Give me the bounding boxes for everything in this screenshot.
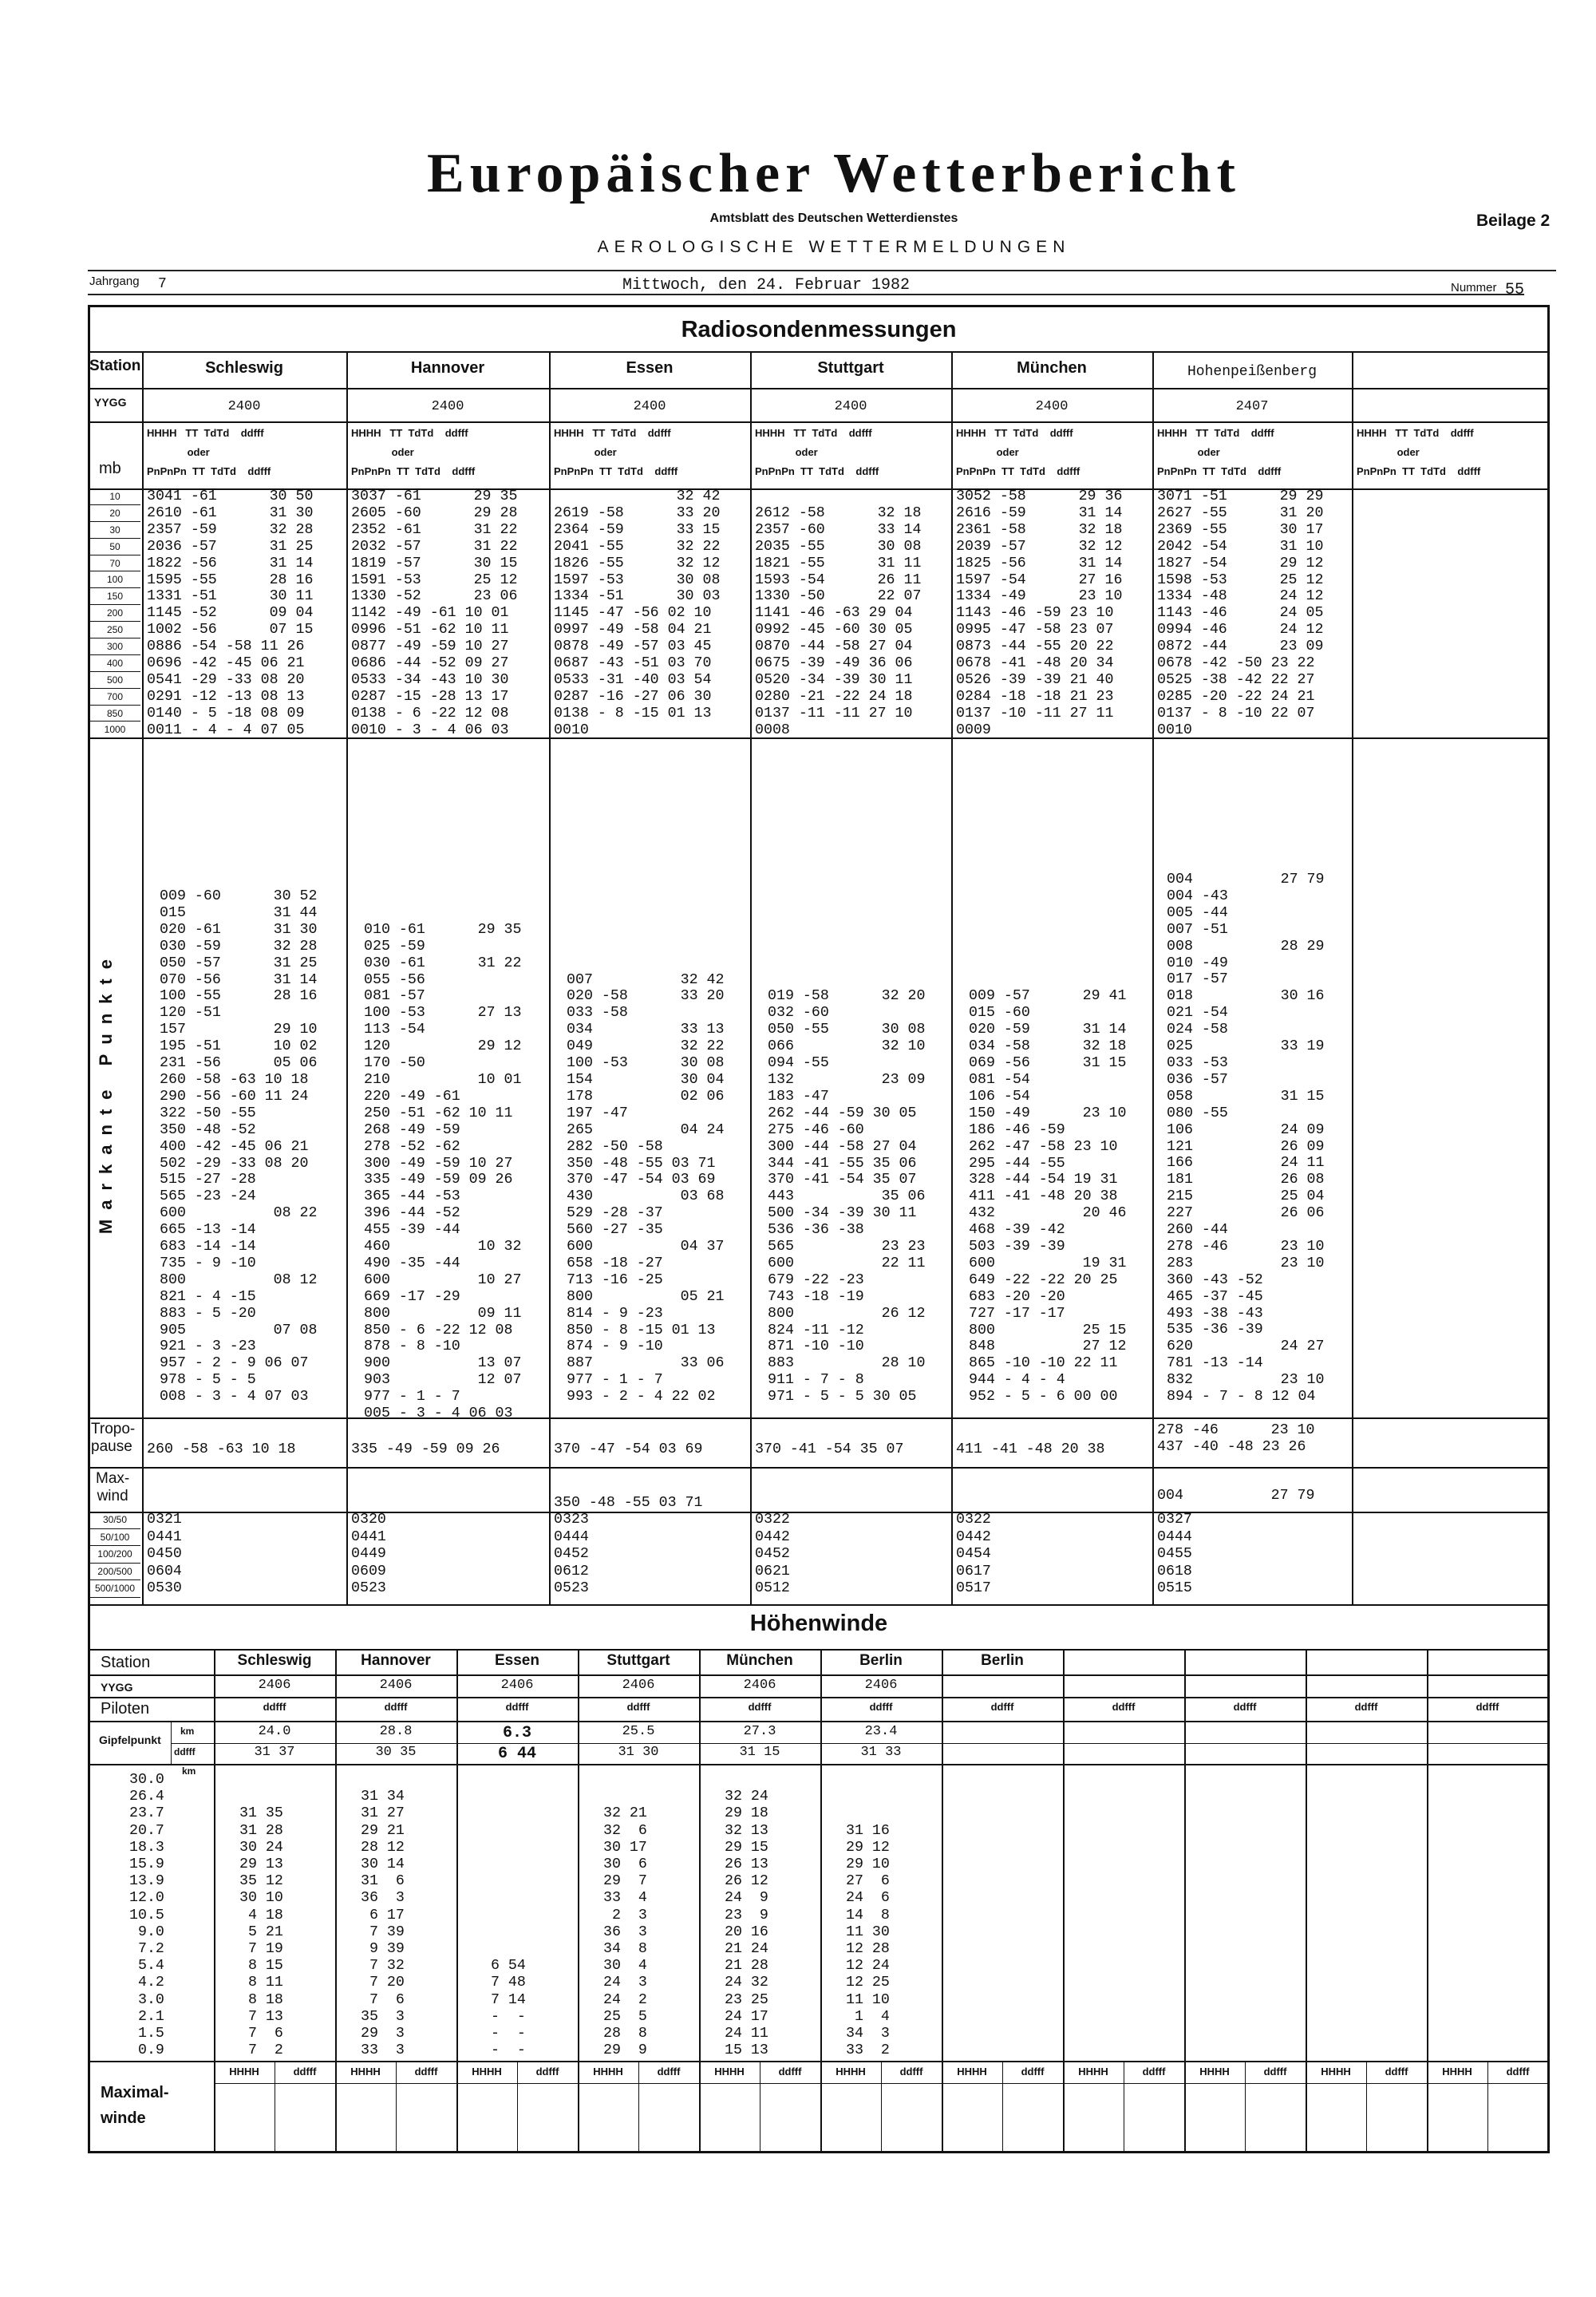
radiosonde-title: Radiosondenmessungen	[681, 317, 957, 342]
station-name: Essen	[626, 359, 674, 377]
rule	[88, 1649, 1550, 1651]
station-name: Hannover	[410, 359, 485, 377]
shear-data: 0320 0441 0449 0609 0523	[351, 1512, 386, 1596]
pressure-level: 700	[89, 689, 140, 706]
hw-maxwinds-col-header: ddfff	[293, 2066, 317, 2078]
rule	[88, 2061, 1550, 2062]
hw-summit-wind: 31 33	[860, 1745, 902, 1760]
hw-maxwinds-col-header: HHHH	[1078, 2066, 1108, 2078]
rule	[1152, 351, 1154, 1604]
hw-winds-data: 32 24 29 18 32 13 29 15 26 13 26 12 24 9 23 9 20 16 21 24 21 28 24 32 23 25 24 17 24 11 15 13	[725, 1789, 768, 2059]
pressure-level: 50	[89, 539, 140, 555]
shear-layer: 500/1000	[89, 1580, 140, 1598]
shear-layer: 50/100	[89, 1529, 140, 1547]
column-header: PnPnPn TT TdTd ddfff	[351, 465, 476, 477]
column-header: PnPnPn TT TdTd ddfff	[755, 465, 879, 477]
hw-station-name: Berlin	[981, 1652, 1024, 1669]
shear-data: 0322 0442 0452 0621 0512	[755, 1512, 790, 1596]
shear-layer: 30/50	[89, 1512, 140, 1529]
column-header: PnPnPn TT TdTd ddfff	[956, 465, 1080, 477]
hw-maxwinds-col-header: ddfff	[657, 2066, 681, 2078]
rule	[88, 1512, 1550, 1513]
hw-maxwinds-col-header: HHHH	[593, 2066, 623, 2078]
tropopause-label: Tropo- pause	[91, 1421, 136, 1455]
shear-data: 0323 0444 0452 0612 0523	[554, 1512, 589, 1596]
upper-winds-title: Höhenwinde	[749, 1611, 888, 1636]
column-header: oder	[755, 446, 818, 458]
hw-maxwinds-col-header: HHHH	[350, 2066, 381, 2078]
hw-yygg: 2406	[864, 1678, 898, 1693]
rule	[88, 388, 1550, 389]
tropopause-data: 411 -41 -48 20 38	[956, 1441, 1105, 1457]
significant-points-data: 019 -58 32 20 032 -60 050 -55 30 08 066 32 10 094 -55 132 23 09 183 -47 262 -44 -59 30 05 275 -46 -60 300 -44 -58 27 04 344 -41 -55 35 06 370 -41 -54 35 07 443 35 06 500 -34 -39 30 11 536 -36 -38 565 23 23 600 22 11 679 -22 -23 743 -18 -19 800 26 12 824 -11 -12 871 -10 -10 883 28 10 911 - 7 - 8 971 - 5 - 5 30 05	[768, 988, 926, 1405]
yygg-value: 2407	[1235, 399, 1269, 414]
hw-yygg-label: YYGG	[101, 1681, 133, 1694]
station-name: Stuttgart	[817, 359, 884, 377]
column-header: HHHH TT TdTd ddfff	[147, 427, 264, 439]
hw-summit-ddfff-label: ddfff	[174, 1746, 196, 1757]
issue-number-label: Nummer	[1451, 281, 1497, 295]
hw-yygg: 2406	[743, 1678, 776, 1693]
column-header: PnPnPn TT TdTd ddfff	[147, 465, 271, 477]
header-rule-top	[88, 270, 1556, 271]
pressure-level: 150	[89, 588, 140, 605]
hw-summit-km: 27.3	[743, 1724, 776, 1739]
hw-summit-km: 23.4	[864, 1724, 898, 1739]
significant-points-data: 004 27 79 004 -43 005 -44 007 -51 008 28 29 010 -49 017 -57 018 30 16 021 -54 024 -58 025 33 19 033 -53 036 -57 058 31 15 080 -55 106 24 09 121 26 09 166 24 11 181 26 08 215 25 04 227 26 06 260 -44 278 -46 23 10 283 23 10 360 -43 -52 465 -37 -45 493 -38 -43 535 -36 -39 620 24 27 781 -13 -14 832 23 10 894 - 7 - 8 12 04	[1167, 872, 1325, 1405]
publisher-subtitle: Amtsblatt des Deutschen Wetterdienstes	[709, 212, 958, 225]
hw-ddfff-header: ddfff	[869, 1701, 893, 1713]
column-header: HHHH TT TdTd ddfff	[1357, 427, 1474, 439]
hw-winds-data: 31 16 29 12 29 10 27 6 24 6 14 8 11 30 12 28 12 24 12 25 11 10 1 4 34 3 33 2	[846, 1822, 890, 2059]
hw-summit-km: 28.8	[379, 1724, 413, 1739]
pressure-level: 10	[89, 488, 140, 505]
shear-layer: 100/200	[89, 1546, 140, 1564]
pressure-levels	[89, 488, 140, 738]
hw-winds-data: 32 21 32 6 30 17 30 6 29 7 33 4 2 3 36 3 34 8 30 4 24 3 24 2 25 5 28 8 29 9	[603, 1805, 647, 2059]
rule	[346, 351, 348, 1604]
standard-levels-data: 32 42 2619 -58 33 20 2364 -59 33 15 2041 -55 32 22 1826 -55 32 12 1597 -53 30 08 1334 -51 30 03 1145 -47 -56 02 10 0997 -49 -58 04 21 0878 -49 -57 03 45 0687 -43 -51 03 70 0533 -31 -40 03 54 0287 -16 -27 06 30 0138 - 8 -15 01 13 0010	[554, 488, 721, 738]
volume-number: 7	[158, 276, 167, 292]
column-header: oder	[351, 446, 414, 458]
standard-levels-data: 3041 -61 30 50 2610 -61 31 30 2357 -59 32 28 2036 -57 31 25 1822 -56 31 14 1595 -55 28 16 1331 -51 30 11 1145 -52 09 04 1002 -56 07 15 0886 -54 -58 11 26 0696 -42 -45 06 21 0541 -29 -33 08 20 0291 -12 -13 08 13 0140 - 5 -18 08 09 0011 - 4 - 4 07 05	[147, 488, 314, 738]
hw-station-name: Essen	[495, 1652, 539, 1669]
rule	[88, 1674, 1550, 1676]
column-header: oder	[1157, 446, 1220, 458]
hw-summit-km: 24.0	[258, 1724, 291, 1739]
column-header: HHHH TT TdTd ddfff	[1157, 427, 1274, 439]
significant-points-data: 009 -60 30 52 015 31 44 020 -61 31 30 030 -59 32 28 050 -57 31 25 070 -56 31 14 100 -55 28 16 120 -51 157 29 10 195 -51 10 02 231 -56 05 06 260 -58 -63 10 18 290 -56 -60 11 24 322 -50 -55 350 -48 -52 400 -42 -45 06 21 502 -29 -33 08 20 515 -27 -28 565 -23 -24 600 08 22 665 -13 -14 683 -14 -14 735 - 9 -10 800 08 12 821 - 4 -15 883 - 5 -20 905 07 08 921 - 3 -23 957 - 2 - 9 06 07 978 - 5 - 5 008 - 3 - 4 07 03	[160, 888, 318, 1405]
pressure-level: 300	[89, 638, 140, 655]
rule	[88, 1467, 1550, 1469]
hw-ddfff-header: ddfff	[626, 1701, 650, 1713]
hw-maxwinds-col-header: HHHH	[714, 2066, 745, 2078]
column-header: HHHH TT TdTd ddfff	[755, 427, 872, 439]
station-name: Hohenpeißenberg	[1187, 364, 1317, 380]
pressure-level: 250	[89, 622, 140, 638]
column-header: HHHH TT TdTd ddfff	[351, 427, 468, 439]
column-header: PnPnPn TT TdTd ddfff	[1157, 465, 1282, 477]
issue-number: 55	[1505, 281, 1525, 299]
rule	[171, 1721, 172, 1764]
hw-ddfff-header: ddfff	[263, 1701, 286, 1713]
hw-maxwinds-col-header: ddfff	[535, 2066, 559, 2078]
mb-label: mb	[99, 460, 121, 477]
pressure-level: 500	[89, 672, 140, 689]
hw-summit-label: Gipfelpunkt	[99, 1734, 161, 1746]
shear-labels	[89, 1512, 140, 1598]
hw-summit-wind: 31 15	[739, 1745, 780, 1760]
hw-km-label: km	[182, 1765, 196, 1777]
rule	[951, 351, 953, 1604]
hw-ddfff-header: ddfff	[1112, 1701, 1136, 1713]
standard-levels-data: 2612 -58 32 18 2357 -60 33 14 2035 -55 30 08 1821 -55 31 11 1593 -54 26 11 1330 -50 22 07 1141 -46 -63 29 04 0992 -45 -60 30 05 0870 -44 -58 27 04 0675 -39 -49 36 06 0520 -34 -39 30 11 0280 -21 -22 24 18 0137 -11 -11 27 10 0008	[755, 504, 922, 738]
rule	[549, 351, 551, 1604]
rule	[1063, 1649, 1065, 2153]
rule	[142, 351, 144, 1604]
hw-yygg: 2406	[500, 1678, 534, 1693]
column-header: oder	[956, 446, 1019, 458]
hw-maxwinds-col-header: HHHH	[836, 2066, 866, 2078]
hw-maxwinds-col-header: HHHH	[1321, 2066, 1351, 2078]
hw-maxwinds-col-header: ddfff	[1506, 2066, 1530, 2078]
rule	[88, 351, 1550, 353]
significant-points-data: 009 -57 29 41 015 -60 020 -59 31 14 034 -58 32 18 069 -56 31 15 081 -54 106 -54 150 -49 23 10 186 -46 -59 262 -47 -58 23 10 295 -44 -55 328 -44 -54 19 31 411 -41 -48 20 38 432 20 46 468 -39 -42 503 -39 -39 600 19 31 649 -22 -22 20 25 683 -20 -20 727 -17 -17 800 25 15 848 27 12 865 -10 -10 22 11 944 - 4 - 4 952 - 5 - 6 00 00	[969, 988, 1127, 1405]
tropopause-data: 278 -46 23 10 437 -40 -48 23 26	[1157, 1422, 1315, 1455]
station-label: Station	[89, 358, 141, 374]
hw-maxwinds-col-header: HHHH	[1199, 2066, 1230, 2078]
significant-points-data: 007 32 42 020 -58 33 20 033 -58 034 33 13 049 32 22 100 -53 30 08 154 30 04 178 02 06 197 -47 265 04 24 282 -50 -58 350 -48 -55 03 71 370 -47 -54 03 69 430 03 68 529 -28 -37 560 -27 -35 600 04 37 658 -18 -27 713 -16 -25 800 05 21 814 - 9 -23 850 - 8 -15 01 13 874 - 9 -10 887 33 06 977 - 1 - 7 993 - 2 - 4 22 02	[567, 971, 725, 1405]
rule	[88, 1604, 1550, 1606]
hw-ddfff-header: ddfff	[748, 1701, 772, 1713]
hw-summit-km-label: km	[180, 1726, 195, 1737]
hw-winds-data: 31 35 31 28 30 24 29 13 35 12 30 10 4 18 5 21 7 19 8 15 8 11 8 18 7 13 7 6 7 2	[239, 1805, 283, 2059]
station-name: Schleswig	[205, 359, 283, 377]
yygg-value: 2400	[227, 399, 261, 414]
yygg-value: 2400	[834, 399, 867, 414]
rule	[214, 2083, 1550, 2084]
tropopause-data: 370 -47 -54 03 69	[554, 1441, 703, 1457]
column-header: PnPnPn TT TdTd ddfff	[554, 465, 678, 477]
rule	[1427, 1649, 1428, 2153]
maxwind-data: 004 27 79	[1157, 1488, 1315, 1504]
column-header: PnPnPn TT TdTd ddfff	[1357, 465, 1481, 477]
hw-yygg: 2406	[258, 1678, 291, 1693]
supplement-label: Beilage 2	[1476, 212, 1551, 230]
yygg-value: 2400	[633, 399, 666, 414]
hw-maxwinds-col-header: HHHH	[1442, 2066, 1472, 2078]
hw-ddfff-header: ddfff	[1476, 1701, 1499, 1713]
issue-date: Mittwoch, den 24. Februar 1982	[622, 276, 911, 295]
hw-maxwinds-col-header: HHHH	[957, 2066, 987, 2078]
rule	[942, 1649, 943, 2153]
pressure-level: 70	[89, 555, 140, 572]
column-header: HHHH TT TdTd ddfff	[956, 427, 1073, 439]
yygg-label: YYGG	[94, 396, 127, 409]
shear-data: 0321 0441 0450 0604 0530	[147, 1512, 182, 1596]
hw-station-name: Hannover	[361, 1652, 431, 1669]
hw-maxwinds-col-header: HHHH	[229, 2066, 259, 2078]
hw-maxwinds-col-header: ddfff	[1385, 2066, 1408, 2078]
hw-ddfff-header: ddfff	[384, 1701, 408, 1713]
hw-maxwinds-col-header: ddfff	[778, 2066, 802, 2078]
pressure-level: 20	[89, 505, 140, 522]
hw-ddfff-header: ddfff	[505, 1701, 529, 1713]
pressure-level: 850	[89, 706, 140, 722]
station-name: München	[1017, 359, 1087, 377]
hw-yygg: 2406	[622, 1678, 655, 1693]
hw-maxwinds-col-header: ddfff	[1263, 2066, 1287, 2078]
hw-maxwinds-label: Maximal- winde	[101, 2084, 169, 2127]
rule	[88, 1697, 1550, 1698]
hw-ddfff-header: ddfff	[1233, 1701, 1257, 1713]
tropopause-data: 260 -58 -63 10 18	[147, 1441, 296, 1457]
rule	[750, 351, 752, 1604]
rule	[88, 1721, 1550, 1722]
hw-summit-km: 25.5	[622, 1724, 655, 1739]
rule	[88, 421, 1550, 423]
yygg-value: 2400	[1035, 399, 1069, 414]
hw-summit-km: 6.3	[502, 1724, 531, 1742]
pressure-level: 100	[89, 571, 140, 588]
hw-piloten-label: Piloten	[101, 1700, 150, 1718]
section-subtitle: AEROLOGISCHE WETTERMELDUNGEN	[597, 238, 1071, 256]
standard-levels-data: 3071 -51 29 29 2627 -55 31 20 2369 -55 30 17 2042 -54 31 10 1827 -54 29 12 1598 -53 25 12 1334 -48 24 12 1143 -46 24 05 0994 -46 24 12 0872 -44 23 09 0678 -42 -50 23 22 0525 -38 -42 22 27 0285 -20 -22 24 21 0137 - 8 -10 22 07 0010	[1157, 488, 1324, 738]
standard-levels-data: 3037 -61 29 35 2605 -60 29 28 2352 -61 31 22 2032 -57 31 22 1819 -57 30 15 1591 -53 25 12 1330 -52 23 06 1142 -49 -61 10 01 0996 -51 -62 10 11 0877 -49 -59 10 27 0686 -44 -52 09 27 0533 -34 -43 10 30 0287 -15 -28 13 17 0138 - 6 -22 12 08 0010 - 3 - 4 06 03	[351, 488, 518, 738]
column-header: HHHH TT TdTd ddfff	[554, 427, 671, 439]
hw-summit-wind: 6 44	[497, 1745, 536, 1763]
volume-label: Jahrgang	[89, 275, 140, 288]
rule	[88, 1764, 1550, 1765]
hw-summit-wind: 31 30	[618, 1745, 659, 1760]
hw-winds-data: 6 54 7 48 7 14 - - - - - -	[490, 1958, 526, 2059]
hw-station-name: Schleswig	[237, 1652, 312, 1669]
maxwind-data: 350 -48 -55 03 71	[554, 1494, 703, 1511]
shear-layer: 200/500	[89, 1564, 140, 1581]
rule	[171, 1743, 1550, 1744]
significant-points-label: Markante Punkte	[96, 950, 116, 1235]
hw-maxwinds-col-header: ddfff	[414, 2066, 438, 2078]
hw-heights: 30.0 26.4 23.7 20.7 18.3 15.9 13.9 12.0 10.5 9.0 7.2 5.4 4.2 3.0 2.1 1.5 0.9	[129, 1772, 164, 2059]
yygg-value: 2400	[431, 399, 464, 414]
hw-station-name: Stuttgart	[606, 1652, 670, 1669]
maxwind-label: Max- wind	[96, 1470, 130, 1504]
hw-summit-wind: 30 35	[375, 1745, 417, 1760]
tropopause-data: 335 -49 -59 09 26	[351, 1441, 500, 1457]
page-title: Europäischer Wetterbericht	[427, 143, 1241, 204]
rule	[1306, 1649, 1307, 2153]
pressure-level: 1000	[89, 722, 140, 738]
pressure-level: 200	[89, 605, 140, 622]
hw-station-name: München	[726, 1652, 793, 1669]
standard-levels-data: 3052 -58 29 36 2616 -59 31 14 2361 -58 32 18 2039 -57 32 12 1825 -56 31 14 1597 -54 27 16 1334 -49 23 10 1143 -46 -59 23 10 0995 -47 -58 23 07 0873 -44 -55 20 22 0678 -41 -48 20 34 0526 -39 -39 21 40 0284 -18 -18 21 23 0137 -10 -11 27 11 0009	[956, 488, 1123, 738]
hw-summit-wind: 31 37	[254, 1745, 295, 1760]
hw-ddfff-header: ddfff	[1354, 1701, 1378, 1713]
hw-maxwinds-col-header: ddfff	[899, 2066, 923, 2078]
hw-station-label: Station	[101, 1654, 151, 1671]
hw-maxwinds-col-header: ddfff	[1142, 2066, 1166, 2078]
hw-maxwinds-col-header: HHHH	[472, 2066, 502, 2078]
column-header: oder	[1357, 446, 1420, 458]
tropopause-data: 370 -41 -54 35 07	[755, 1441, 904, 1457]
hw-ddfff-header: ddfff	[990, 1701, 1014, 1713]
rule	[1352, 351, 1353, 1604]
column-header: oder	[554, 446, 617, 458]
hw-station-name: Berlin	[859, 1652, 903, 1669]
significant-points-data: 010 -61 29 35 025 -59 030 -61 31 22 055 -56 081 -57 100 -53 27 13 113 -54 120 29 12 170 -50 210 10 01 220 -49 -61 250 -51 -62 10 11 268 -49 -59 278 -52 -62 300 -49 -59 10 27 335 -49 -59 09 26 365 -44 -53 396 -44 -52 455 -39 -44 460 10 32 490 -35 -44 600 10 27 669 -17 -29 800 09 11 850 - 6 -22 12 08 878 - 8 -10 900 13 07 903 12 07 977 - 1 - 7 005 - 3 - 4 06 03	[364, 921, 522, 1422]
pressure-level: 30	[89, 522, 140, 539]
hw-winds-data: 31 34 31 27 29 21 28 12 30 14 31 6 36 3 6 17 7 39 9 39 7 32 7 20 7 6 35 3 29 3 33 3	[361, 1789, 405, 2059]
shear-data: 0327 0444 0455 0618 0515	[1157, 1512, 1192, 1596]
hw-yygg: 2406	[379, 1678, 413, 1693]
rule	[88, 1417, 1550, 1419]
hw-maxwinds-col-header: ddfff	[1021, 2066, 1045, 2078]
pressure-level: 400	[89, 655, 140, 672]
shear-data: 0322 0442 0454 0617 0517	[956, 1512, 991, 1596]
column-header: oder	[147, 446, 210, 458]
rule	[1184, 1649, 1186, 2153]
header-rule-bottom	[88, 294, 1524, 295]
